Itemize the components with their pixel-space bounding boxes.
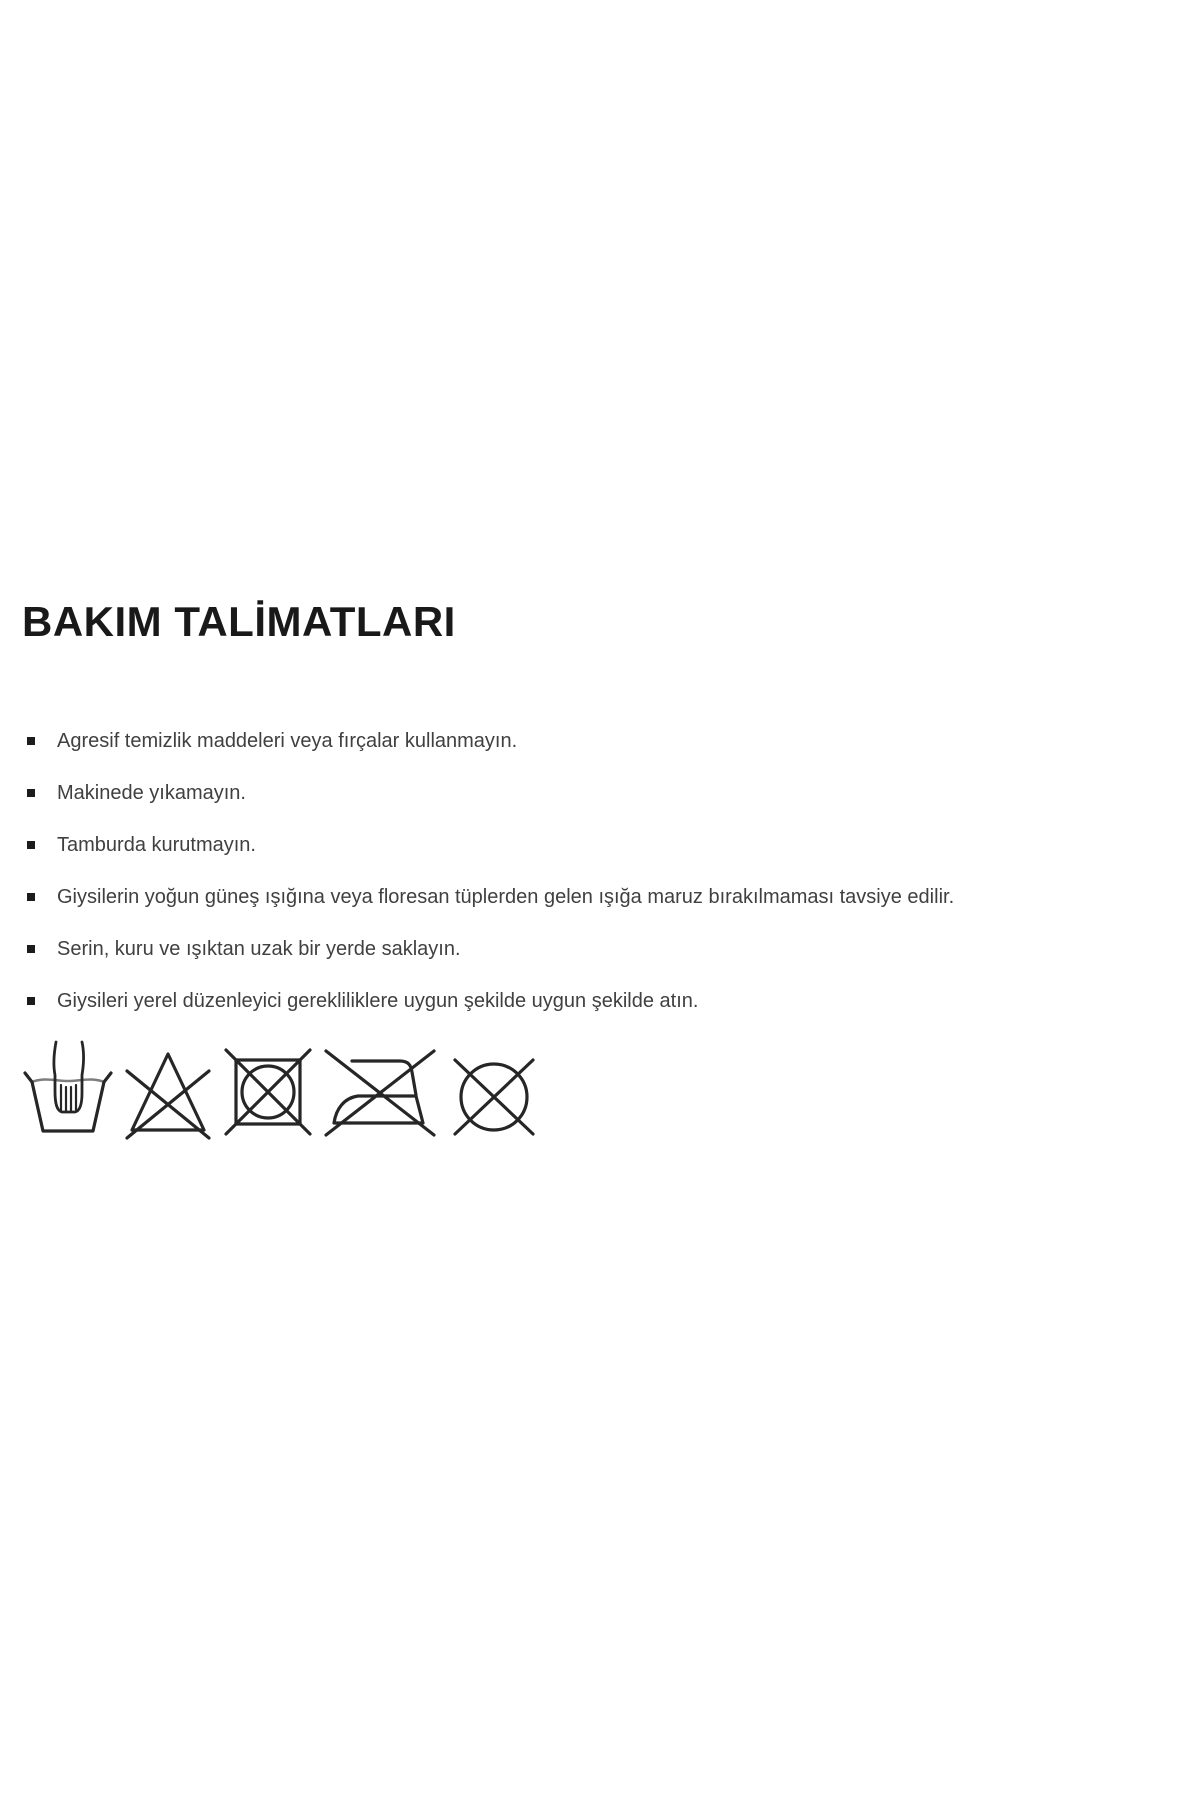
list-item: Makinede yıkamayın.: [22, 781, 1180, 805]
list-item: Serin, kuru ve ışıktan uzak bir yerde saklayın.: [22, 937, 1180, 961]
list-item: Giysilerin yoğun güneş ışığına veya floresan tüplerden gelen ışığa maruz bırakılmaması tavsiye edilir.: [22, 885, 1180, 909]
do-not-dry-clean-icon: [446, 1041, 542, 1141]
do-not-iron-icon: [324, 1041, 436, 1141]
hand-wash-icon: [22, 1041, 114, 1141]
do-not-tumble-dry-icon: [222, 1041, 314, 1141]
list-item: Tamburda kurutmayın.: [22, 833, 1180, 857]
list-item: Agresif temizlik maddeleri veya fırçalar kullanmayın.: [22, 729, 1180, 753]
do-not-bleach-icon: [124, 1041, 212, 1141]
care-instructions-list: [22, 729, 1180, 1013]
list-item: Giysileri yerel düzenleyici gerekliliklere uygun şekilde uygun şekilde atın.: [22, 989, 1180, 1013]
page-title: BAKIM TALİMATLARI: [22, 598, 456, 645]
care-symbols-row: [22, 1041, 1180, 1141]
